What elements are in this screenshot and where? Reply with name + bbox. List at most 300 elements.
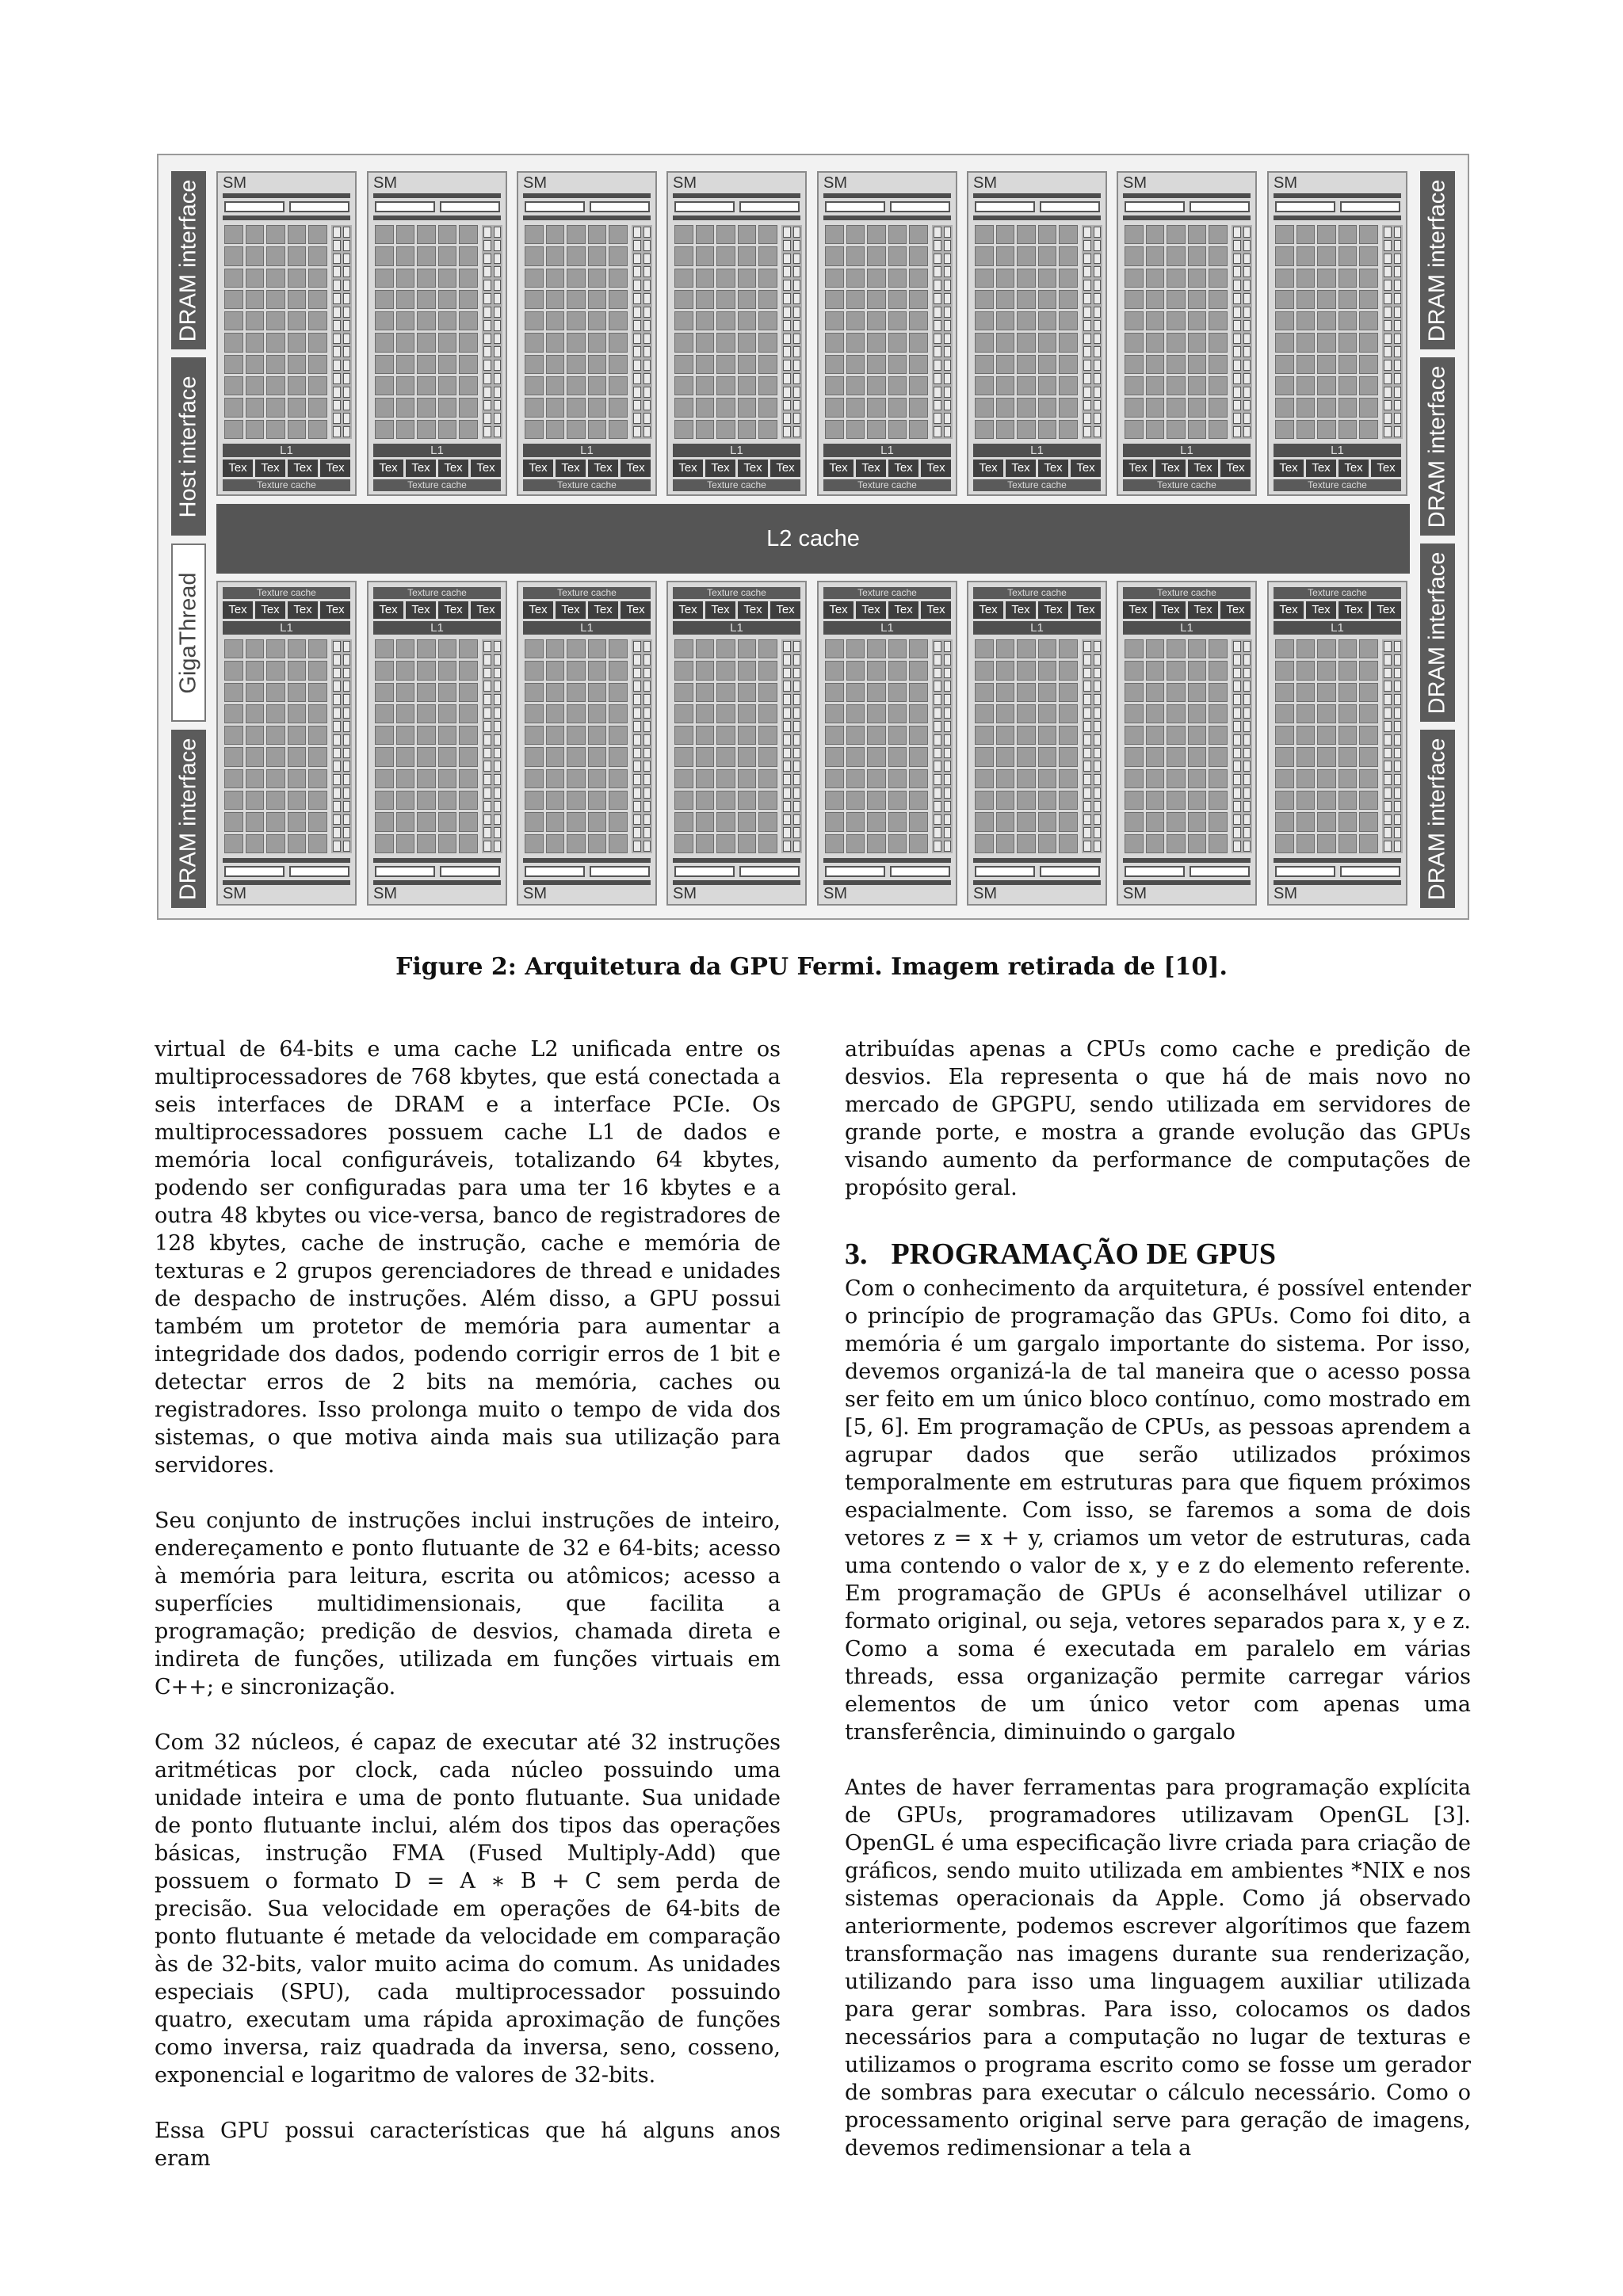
cuda-core [1359,661,1378,680]
load-store-unit [483,293,491,304]
l1-cache: L1 [223,444,350,457]
cuda-core [1146,791,1165,810]
cuda-core [674,812,693,831]
cuda-core [1317,834,1336,853]
cuda-core [224,747,243,766]
cuda-core [588,398,607,417]
load-store-unit [783,254,791,265]
dispatch-unit [1275,866,1335,877]
load-store-unit [1384,814,1392,826]
cuda-core [1038,290,1057,309]
texture-unit: Tex [1038,460,1068,477]
cuda-core [246,769,265,788]
cuda-core [975,661,994,680]
load-store-unit [793,346,801,357]
load-store-unit [1094,346,1102,357]
texture-unit: Tex [556,460,586,477]
cuda-core [716,747,735,766]
cuda-core [417,398,436,417]
dispatch-unit [674,866,735,877]
load-store-unit [934,668,941,679]
cuda-core [1017,704,1036,723]
load-store-unit [793,280,801,291]
load-store-unit [934,400,941,411]
load-store-unit [633,334,641,345]
load-store-unit [494,266,502,277]
load-store-unit [633,841,641,852]
cuda-core [825,812,844,831]
dispatch-unit [825,866,885,877]
dispatch-unit [1190,866,1250,877]
texture-units [223,601,350,619]
texture-unit: Tex [1123,460,1153,477]
cuda-core [674,639,693,658]
texture-units [523,601,651,619]
left-dram-interface-bottom [171,730,206,908]
load-store-unit [944,346,952,357]
load-store-unit [944,788,952,799]
cuda-core [1209,683,1228,702]
load-store-unit [793,707,801,719]
cuda-core [459,398,478,417]
cuda-core [1125,747,1144,766]
cuda-core [567,355,586,374]
load-store-unit [633,307,641,318]
load-store-unit [1384,721,1392,732]
cuda-core [1209,639,1228,658]
load-store-unit [483,707,491,719]
cuda-core [696,834,715,853]
cuda-core [438,769,457,788]
texture-unit: Tex [1220,460,1251,477]
cuda-core [758,726,777,745]
cuda-core [417,747,436,766]
cuda-core [1125,246,1144,265]
cuda-core [1017,769,1036,788]
cuda-core [716,726,735,745]
texture-units [223,460,350,477]
cuda-core [546,683,565,702]
load-store-unit [1083,240,1091,251]
cuda-core [288,683,307,702]
load-store-unit [633,788,641,799]
load-store-unit [934,681,941,692]
cuda-core [396,747,415,766]
texture-unit: Tex [588,601,618,619]
cuda-core [996,834,1015,853]
load-store-unit [333,400,341,411]
load-store-unit [1233,641,1241,652]
cuda-core [1317,661,1336,680]
cuda-core [996,812,1015,831]
cuda-core [1125,311,1144,330]
load-store-unit [343,400,351,411]
cuda-core [1125,355,1144,374]
load-store-unit [483,654,491,666]
load-store-unit [1394,841,1402,852]
load-store-unit [1384,320,1392,331]
left-column [155,1035,781,2200]
cuda-core [867,769,886,788]
cuda-core [996,269,1015,288]
cuda-core [1125,269,1144,288]
paragraph: virtual de 64-bits e uma cache L2 unificada entre os multiprocessadores de 768 kbytes, que está conectada a seis interfaces de DRAM e a interface PCIe. Os multiprocessadores possuem cache L1 de dados e memória local configuráveis, totalizando 64 kbytes, podendo ser configuradas para uma ter 16 kbytes e a outra 48 kbytes ou vice-versa, banco de registradores de 128 kbytes, cache de instrução, cache e memória de texturas e 2 grupos gerenciadores de thread e unidades de despacho de instruções. Além disso, a GPU possui também um protetor de memória para aumentar a integridade dos dados, podendo corrigir erros de 1 bit e detectar erros de 2 bits na memória, caches ou registradores. Isso prolonga muito o tempo de vida dos sistemas, o que motiva ainda mais sua utilização para servidores. [155,1037,781,1478]
cuda-core [867,834,886,853]
cuda-core [696,661,715,680]
cuda-core [1209,661,1228,680]
cuda-core [909,661,928,680]
cuda-core [396,420,415,439]
register-file-strip [223,858,350,863]
load-store-unit [944,668,952,679]
left-label-2: Host interface [175,376,201,517]
cuda-core [975,225,994,244]
cuda-core [716,769,735,788]
dispatch-unit [890,201,950,212]
load-store-unit [1394,774,1402,785]
section-number: 3. [845,1238,868,1271]
texture-unit: Tex [438,460,468,477]
register-file-strip [373,215,501,220]
load-store-unit [934,814,941,826]
cuda-core [588,661,607,680]
cuda-core [738,704,757,723]
cuda-core [525,834,544,853]
cuda-core [909,834,928,853]
load-store-unit [343,387,351,398]
load-store-unit [1394,387,1402,398]
load-store-unit [1394,320,1402,331]
left-label-4: DRAM interface [175,738,201,900]
cuda-core [975,704,994,723]
load-store-column [482,225,502,439]
cuda-core [867,639,886,658]
load-store-unit [793,254,801,265]
cuda-core [975,376,994,395]
load-store-unit [944,254,952,265]
load-store-unit [1083,668,1091,679]
cuda-core [975,398,994,417]
cuda-core [674,269,693,288]
cuda-core [825,355,844,374]
cuda-core [996,311,1015,330]
cuda-core [738,311,757,330]
load-store-unit [633,387,641,398]
load-store-unit [1243,774,1251,785]
cuda-core [1338,225,1358,244]
load-store-unit [643,334,651,345]
cuda-core [1146,333,1165,352]
load-store-unit [1384,400,1392,411]
load-store-unit [483,307,491,318]
cuda-core [716,376,735,395]
cuda-core [696,726,715,745]
cuda-core [1125,769,1144,788]
cuda-core [266,269,285,288]
cuda-core [459,812,478,831]
right-dram-interface-1 [1420,171,1455,349]
sm-label: SM [373,174,397,192]
cuda-core [716,791,735,810]
load-store-unit [633,240,641,251]
cuda-core [1188,704,1207,723]
load-store-unit [1394,707,1402,719]
cuda-core [546,225,565,244]
cuda-core [758,769,777,788]
sm-block-bottom [216,581,357,906]
right-label-4: DRAM interface [1424,738,1450,900]
texture-unit: Tex [705,460,735,477]
cuda-core [696,290,715,309]
sm-block-top [367,171,507,496]
load-store-column [1232,639,1252,853]
cuda-core [996,639,1015,658]
load-store-unit [1233,334,1241,345]
cuda-core [1188,834,1207,853]
load-store-unit [633,681,641,692]
cuda-core [546,661,565,680]
load-store-unit [1384,426,1392,437]
cuda-core [308,355,327,374]
load-store-unit [1384,774,1392,785]
load-store-unit [793,413,801,424]
load-store-unit [1243,360,1251,371]
load-store-unit [343,827,351,838]
cuda-core [1296,704,1316,723]
load-store-unit [944,654,952,666]
load-store-unit [343,426,351,437]
cuda-core [567,791,586,810]
cuda-core [716,812,735,831]
load-store-column [1082,639,1102,853]
cuda-core-grid [1275,225,1378,439]
cuda-core [674,290,693,309]
cuda-core [567,726,586,745]
cuda-core [396,661,415,680]
load-store-unit [1243,346,1251,357]
cuda-core [1359,704,1378,723]
load-store-unit [343,694,351,705]
dispatch-unit [375,201,435,212]
load-store-unit [1384,654,1392,666]
load-store-unit [1394,788,1402,799]
load-store-unit [1233,426,1241,437]
cuda-core [996,376,1015,395]
load-store-unit [1394,734,1402,746]
load-store-unit [483,360,491,371]
texture-unit: Tex [320,601,350,619]
load-store-unit [333,413,341,424]
cuda-core [1338,639,1358,658]
cuda-core [1017,683,1036,702]
cuda-core [1338,747,1358,766]
cuda-core [1359,311,1378,330]
load-store-unit [633,801,641,812]
cuda-core [525,398,544,417]
cuda-core [1038,769,1057,788]
cuda-core [525,311,544,330]
load-store-unit [333,387,341,398]
cuda-core [825,333,844,352]
texture-cache: Texture cache [373,479,501,491]
cuda-core [909,376,928,395]
load-store-unit [643,734,651,746]
load-store-unit [343,707,351,719]
texture-unit: Tex [673,460,703,477]
load-store-unit [944,360,952,371]
cuda-core [975,683,994,702]
load-store-unit [483,334,491,345]
cuda-core [1317,246,1336,265]
cuda-core [1017,812,1036,831]
cuda-core [308,704,327,723]
texture-unit: Tex [1220,601,1251,619]
load-store-unit [343,227,351,238]
cuda-core [1338,333,1358,352]
cuda-core [1209,290,1228,309]
cuda-core [716,290,735,309]
cuda-core [525,812,544,831]
load-store-unit [494,827,502,838]
load-store-unit [633,814,641,826]
cuda-core [888,269,907,288]
cuda-core [609,639,628,658]
cuda-core [1167,769,1186,788]
cuda-core [288,834,307,853]
load-store-unit [1394,748,1402,759]
load-store-unit [1394,668,1402,679]
load-store-unit [1384,761,1392,772]
cuda-core [1017,834,1036,853]
cuda-core [417,683,436,702]
cuda-core [696,704,715,723]
cuda-core [224,290,243,309]
cuda-core [288,791,307,810]
cuda-core [546,246,565,265]
cuda-core [846,812,865,831]
cuda-core [266,661,285,680]
cuda-core [1338,834,1358,853]
cuda-core [246,639,265,658]
register-file-strip [673,215,800,220]
cuda-core [975,791,994,810]
sm-label: SM [973,885,997,902]
cuda-core [1317,290,1336,309]
cuda-core [1209,834,1228,853]
load-store-unit [343,413,351,424]
load-store-unit [1243,413,1251,424]
cuda-core [716,398,735,417]
load-store-unit [333,280,341,291]
load-store-unit [1384,373,1392,384]
cuda-core [396,225,415,244]
instruction-cache-strip [973,193,1101,198]
load-store-column [482,639,502,853]
load-store-unit [1243,320,1251,331]
cuda-core [888,246,907,265]
load-store-unit [783,827,791,838]
cuda-core [846,333,865,352]
load-store-unit [783,387,791,398]
cuda-core [1275,769,1294,788]
load-store-unit [1243,293,1251,304]
load-store-unit [1083,681,1091,692]
cuda-core [438,376,457,395]
texture-cache: Texture cache [373,587,501,599]
cuda-core [266,376,285,395]
cuda-core [417,420,436,439]
dispatch-unit [739,866,800,877]
cuda-core [1338,269,1358,288]
load-store-unit [1233,761,1241,772]
cuda-core [825,398,844,417]
cuda-core [1338,311,1358,330]
cuda-core [1125,726,1144,745]
load-store-unit [1233,400,1241,411]
cuda-core [867,311,886,330]
load-store-unit [343,320,351,331]
cuda-core [1317,225,1336,244]
cuda-core [1188,376,1207,395]
texture-unit: Tex [523,601,553,619]
load-store-unit [483,748,491,759]
cuda-core [375,726,394,745]
cuda-core [224,812,243,831]
cuda-core [1146,683,1165,702]
load-store-unit [1094,721,1102,732]
texture-unit: Tex [973,601,1003,619]
cuda-core [1296,661,1316,680]
load-store-unit [1233,346,1241,357]
cuda-core [1188,639,1207,658]
cuda-core [308,812,327,831]
load-store-unit [934,774,941,785]
load-store-unit [1083,774,1091,785]
cuda-core [1317,726,1336,745]
cuda-core [246,704,265,723]
cuda-core [308,333,327,352]
paragraph: atribuídas apenas a CPUs como cache e predição de desvios. Ela representa o que há de mais novo no mercado de GPGPU, sendo utilizada em servidores de grande porte, e mostra a grande evolução das GPUs visando aumento da performance de computações de propósito geral. [845,1037,1471,1200]
cuda-core [375,791,394,810]
load-store-unit [934,346,941,357]
cuda-core [417,704,436,723]
load-store-unit [633,694,641,705]
load-store-unit [1094,681,1102,692]
load-store-unit [1094,814,1102,826]
load-store-unit [343,307,351,318]
cuda-core [846,834,865,853]
cuda-core [525,726,544,745]
load-store-unit [934,373,941,384]
load-store-unit [1083,346,1091,357]
cuda-core [1209,246,1228,265]
cuda-core [459,376,478,395]
cuda-core [909,355,928,374]
cuda-core [525,420,544,439]
right-label-1: DRAM interface [1424,179,1450,341]
cuda-core [588,683,607,702]
cuda-core [609,420,628,439]
cuda-core [1338,420,1358,439]
cuda-core [224,791,243,810]
texture-unit: Tex [588,460,618,477]
load-store-unit [1083,707,1091,719]
cuda-core [758,225,777,244]
cuda-core [758,333,777,352]
instruction-cache-strip [223,193,350,198]
load-store-unit [343,681,351,692]
cuda-core [1146,834,1165,853]
